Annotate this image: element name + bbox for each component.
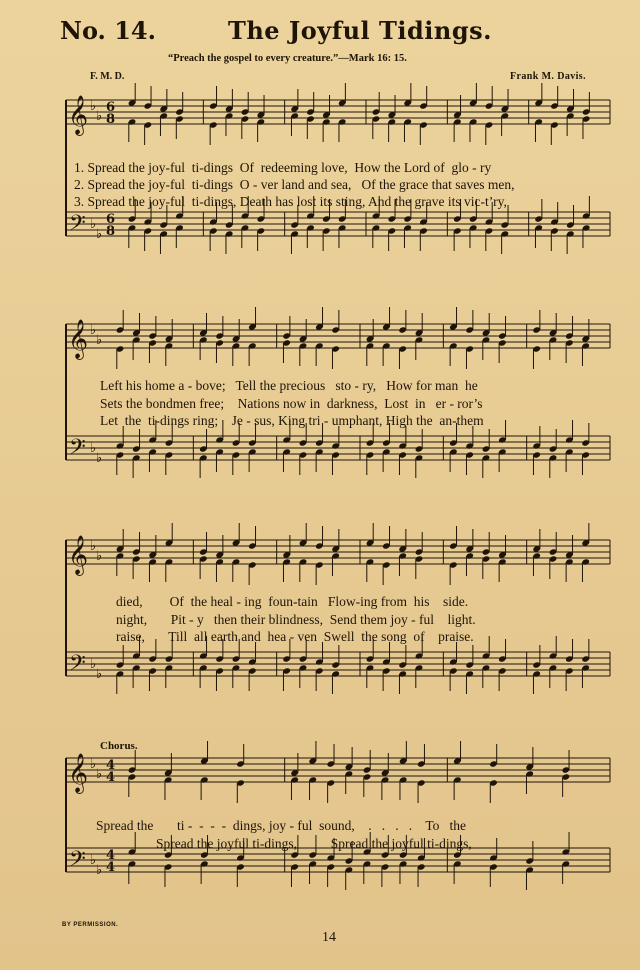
- svg-text:𝄞: 𝄞: [68, 95, 89, 135]
- svg-text:𝄢: 𝄢: [69, 651, 86, 681]
- svg-text:♭: ♭: [90, 441, 97, 456]
- lyric-line-2-2: Sets the bondmen free; Nations now in darkness, Lost in er - ror’s: [100, 396, 483, 411]
- svg-text:♭: ♭: [96, 333, 103, 348]
- lyric-line-1-3: 3. Spread the joy-ful ti-dings, Death has lost its sting, And the grave its vic-t’ry,: [74, 194, 507, 209]
- svg-text:♭: ♭: [96, 549, 103, 564]
- svg-text:♭: ♭: [96, 863, 103, 878]
- svg-text:♭: ♭: [90, 853, 97, 868]
- svg-text:♭: ♭: [90, 539, 97, 554]
- lyric-line-1-1: 1. Spread the joy-ful ti-dings Of redeeming love, How the Lord of glo - ry: [74, 160, 492, 175]
- svg-text:♭: ♭: [90, 323, 97, 338]
- svg-text:♭: ♭: [90, 99, 97, 114]
- svg-text:♭: ♭: [96, 109, 103, 124]
- lyric-line-3-1: died, Of the heal - ing foun-tain Flow-ing from his side.: [116, 594, 469, 609]
- svg-text:8: 8: [106, 112, 116, 127]
- svg-text:𝄞: 𝄞: [68, 319, 89, 359]
- lyric-line-4-1: Spread the ti - - - - dings, joy - ful sound, . . . . To the: [96, 818, 467, 833]
- scripture-quote: “Preach the gospel to every creature.”—Mark 16: 15.: [168, 53, 407, 64]
- lyric-line-4-2: Spread the joyful ti-dings, Spread the joyful ti-dings,: [156, 836, 472, 851]
- lyric-line-2-1: Left his home a - bove; Tell the precious sto - ry, How for man he: [100, 378, 478, 393]
- svg-text:𝄞: 𝄞: [68, 535, 89, 575]
- svg-text:4: 4: [106, 758, 116, 773]
- header: [60, 14, 620, 48]
- lyric-line-3-2: night, Pit - y then their blindness, Send them joy - ful light.: [116, 612, 476, 627]
- chorus-label: Chorus.: [100, 740, 138, 752]
- composer-credit: Frank M. Davis.: [510, 71, 586, 82]
- svg-text:♭: ♭: [96, 227, 103, 242]
- svg-text:♭: ♭: [90, 757, 97, 772]
- lyric-line-2-3: Let the ti-dings ring; Je - sus, King tri - umphant, High the an-them: [100, 413, 484, 428]
- svg-text:6: 6: [106, 212, 116, 227]
- permission-note: BY PERMISSION.: [62, 922, 119, 928]
- svg-text:♭: ♭: [96, 667, 103, 682]
- page-number: 14: [322, 930, 336, 945]
- svg-text:4: 4: [106, 848, 116, 863]
- hymn-title: The Joyful Tidings.: [228, 16, 492, 45]
- svg-text:♭: ♭: [96, 767, 103, 782]
- lyricist-credit: F. M. D.: [90, 71, 125, 82]
- svg-text:8: 8: [106, 224, 116, 239]
- svg-text:𝄢: 𝄢: [69, 435, 86, 465]
- svg-text:♭: ♭: [96, 451, 103, 466]
- svg-text:♭: ♭: [90, 217, 97, 232]
- svg-text:𝄢: 𝄢: [69, 211, 86, 241]
- lyric-line-3-3: raise, Till all earth and hea - ven Swell the song of praise.: [116, 629, 474, 644]
- lyric-line-1-2: 2. Spread the joy-ful ti-dings O - ver land and sea, Of the grace that saves men,: [74, 177, 515, 192]
- svg-text:4: 4: [106, 860, 116, 875]
- svg-text:6: 6: [106, 100, 116, 115]
- svg-text:4: 4: [106, 770, 116, 785]
- svg-text:𝄢: 𝄢: [69, 847, 86, 877]
- svg-text:♭: ♭: [90, 657, 97, 672]
- hymn-number: No. 14.: [60, 16, 156, 45]
- svg-text:𝄞: 𝄞: [68, 753, 89, 793]
